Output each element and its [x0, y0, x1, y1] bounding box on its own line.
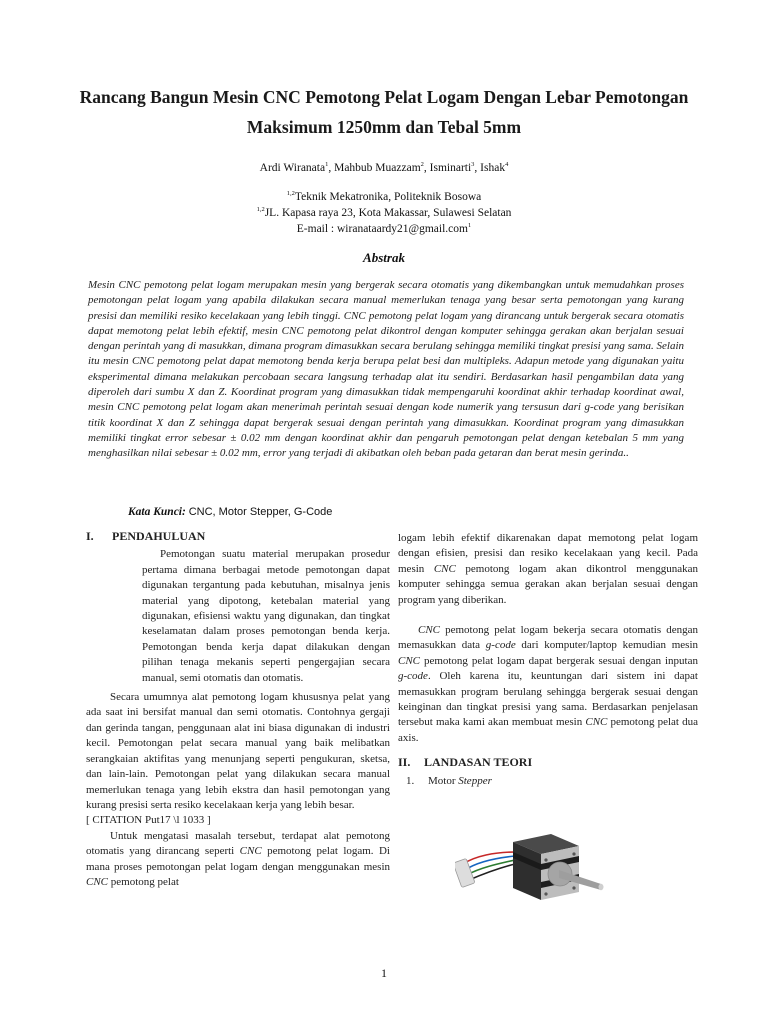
contact-email-text: E-mail : wiranataardy21@gmail.com	[296, 223, 468, 235]
right-paragraph-2-d: . Oleh karena itu, keuntungan dari sistem ini dapat memasukkan program berulang sehingga bergerak sesuai dengan keinginan dan tingkat presisi yang sama. Berdasarkan penjelasan tersebut maka kami akan membuat mesin	[398, 670, 698, 729]
section-1-number: I.	[86, 529, 94, 543]
affiliation-address	[0, 207, 768, 219]
intro-paragraph-3-b: pemotong pelat logam. Di mana proses pemotongan pelat logam dengan menggunakan mesin	[86, 845, 390, 873]
contact-email	[0, 223, 768, 235]
right-paragraph-2-e: pemotong pelat dua axis.	[398, 716, 698, 744]
right-paragraph-2-a: pemotong pelat logam bekerja secara otomatis dengan memasukkan data	[398, 624, 698, 652]
right-paragraph-2-b: dari komputer/laptop kemudian mesin	[515, 639, 698, 652]
right-paragraph-1-a: logam lebih efektif dikarenakan dapat memotong pelat logam dengan efisien, presisi dan resiko kecelakaan yang kecil. Pada mesin	[398, 532, 698, 575]
right-paragraph-1-cnc: CNC	[433, 562, 456, 575]
author-4-sup: 4	[505, 161, 509, 168]
right-paragraph-2-cnc-2: CNC	[398, 654, 421, 667]
author-4: Ishak	[480, 162, 506, 174]
title-line-1: Rancang Bangun Mesin CNC Pemotong Pelat Logam Dengan Lebar Pemotongan	[79, 87, 689, 107]
stepper-motor-image	[455, 812, 625, 902]
affiliation-institution-text: Teknik Mekatronika, Politeknik Bosowa	[294, 191, 482, 203]
intro-paragraph-1	[86, 547, 390, 686]
intro-paragraph-3-a: Untuk mengatasi masalah tersebut, terdapat alat pemotong otomatis yang dirancang seperti	[86, 829, 390, 858]
subsection-1-title-a: Motor	[428, 774, 459, 787]
right-column	[398, 531, 698, 789]
keywords-label: Kata Kunci:	[128, 506, 186, 518]
left-column	[86, 529, 390, 890]
right-paragraph-2-c: pemotong pelat logam dapat bergerak sesuai dengan inputan	[420, 654, 698, 667]
intro-paragraph-2: Secara umumnya alat pemotong logam khususnya pelat yang ada saat ini bersifat manual dan semi otomatis. Contohnya gergaji dan gerinda tangan, penggunaan alat ini biasa digunakan di industri kecil. Pemotongan pelat secara manual yang baik melibatkan serangkaian aktifitas yang menunjang seperti pengukuran, sketsa, dan lain-lain. Pemotongan pelat yang dilakukan secara manual memerlukan tenaga yang lebih ekstra dan hasil pemotongan yang kurang presisi serta resiko kecelakaan kerja yang lebih besar.	[86, 691, 390, 811]
intro-paragraph-3	[86, 829, 390, 891]
intro-paragraph-3-cnc-1: CNC	[239, 845, 262, 858]
right-paragraph-2	[398, 623, 698, 746]
keywords	[128, 506, 332, 518]
author-2: Mahbub Muazzam	[334, 162, 421, 174]
author-3: Isminarti	[429, 162, 472, 174]
section-1-title: PENDAHULUAN	[112, 529, 206, 543]
section-2-title: LANDASAN TEORI	[424, 755, 533, 770]
right-paragraph-2-cnc-3: CNC	[585, 716, 608, 729]
author-3-sup: 3	[471, 161, 475, 168]
section-2-number: II.	[398, 755, 411, 770]
subsection-motor-stepper	[398, 774, 698, 789]
right-paragraph-1-b: pemotong logam akan dikontrol menggunakan komputer sehingga semua gerakan akan berjalan sesuai dengan program yang diberikan.	[398, 562, 698, 606]
abstract-body: Mesin CNC pemotong pelat logam merupakan mesin yang bergerak secara otomatis yang dikembangkan untuk memudahkan proses pemotongan pelat logam yang apabila dilakukan secara manual memerlukan tenaga yang besar serta pemotongan yang kurang presisi dan memiliki resiko kecelakaan yang lebih tinggi. CNC pemotong pelat logam yang dirancang untuk bergerak secara otomatis dapat memotong pelat lebih efektif, mesin CNC pemotong pelat dikontrol dengan komputer sehingga gerakan akan berjalan sesuai dengan perintah yang di masukkan, dimana program dimasukkan secara berulang sehingga memiliki tingkat presisi yang sama. Selain itu mesin CNC pemotong pelat dapat memotong benda kerja berupa pelat besi dan multipleks. Adapun metode yang digunakan yaitu eksperimental dimana melakukan percobaan secara langsung terhadap alat itu sendiri. Berdasarkan hasil pengambilan data yang diperoleh dari sumbu X dan Z. Koordinat program yang dimasukkan tidak mempengaruhi koordinat akhir terhadap koordinat awal, mesin CNC pemotong pelat logam akan menerimah perintah sesuai dengan kode numerik yang tersusun dari g-code yang berisikan titik koordinat X dan Z sehingga dapat bergerak sesuai dengan perintah yang dimasukkan. Koordinat program yang dimasukkan memiliki tingkat error sebesar ± 0.02 mm dengan koordinat akhir dan pengaruh pemotongan pelat dengan ketebalan 5 mm yang menghasilkan nilai sebesar ± 0.02 mm, error yang terjadi di akibatkan oleh beban pada getaran dan berat mesin gerinda..	[88, 279, 684, 460]
citation-field: [ CITATION Put17 \l 1033 ]	[86, 814, 211, 827]
author-1: Ardi Wiranata	[259, 162, 326, 174]
paper-title	[40, 82, 728, 142]
affiliation-institution	[0, 191, 768, 203]
intro-paragraph-3-c: pemotong pelat	[108, 875, 179, 888]
page-number: 1	[381, 966, 387, 980]
subsection-1-title-b: Stepper	[458, 774, 492, 787]
right-paragraph-1	[398, 531, 698, 608]
intro-paragraph-3-cnc-2: CNC	[86, 875, 109, 888]
title-line-2: Maksimum 1250mm dan Tebal 5mm	[246, 117, 522, 137]
author-2-sup: 2	[420, 161, 424, 168]
keywords-value: CNC, Motor Stepper, G-Code	[188, 506, 333, 518]
author-list: Ardi Wiranata$^1$, Mahbub Muazzam$^2$, Isminarti$^3$, Ishak$^4$	[259, 161, 509, 174]
affiliation-address-sup: 1,2	[256, 206, 265, 213]
contact-email-sup: 1	[467, 222, 472, 229]
right-paragraph-2-cnc-1: CNC	[418, 624, 441, 637]
section-heading-landasan-teori	[398, 755, 698, 770]
section-heading-pendahuluan	[86, 529, 390, 544]
abstract-heading: Abstrak	[363, 250, 405, 265]
affiliation-institution-sup: 1,2	[286, 190, 295, 197]
author-1-sup: 1	[325, 161, 329, 168]
right-paragraph-2-gcode-1: g-code	[485, 639, 516, 652]
right-paragraph-2-gcode-2: g-code	[398, 670, 428, 683]
intro-paragraph-1-text: Pemotongan suatu material merupakan prosedur pertama dimana berbagai metode pemotongan dapat digunakan tergantung pada kebutuhan, misalnya jenis material yang dipotong, ketebalan material yang digunakan, efisiensi waktu yang digunakan, dan tingkat keselamatan dalam proses pemotongan benda kerja. Pemotongan benda kerja dapat dilakukan dengan pilihan tenaga mekanis seperti pengergajian secara manual, semi otomatis dan otomatis.	[142, 548, 390, 684]
subsection-1-number: 1.	[406, 774, 415, 787]
affiliation-address-text: JL. Kapasa raya 23, Kota Makassar, Sulawesi Selatan	[264, 207, 512, 219]
